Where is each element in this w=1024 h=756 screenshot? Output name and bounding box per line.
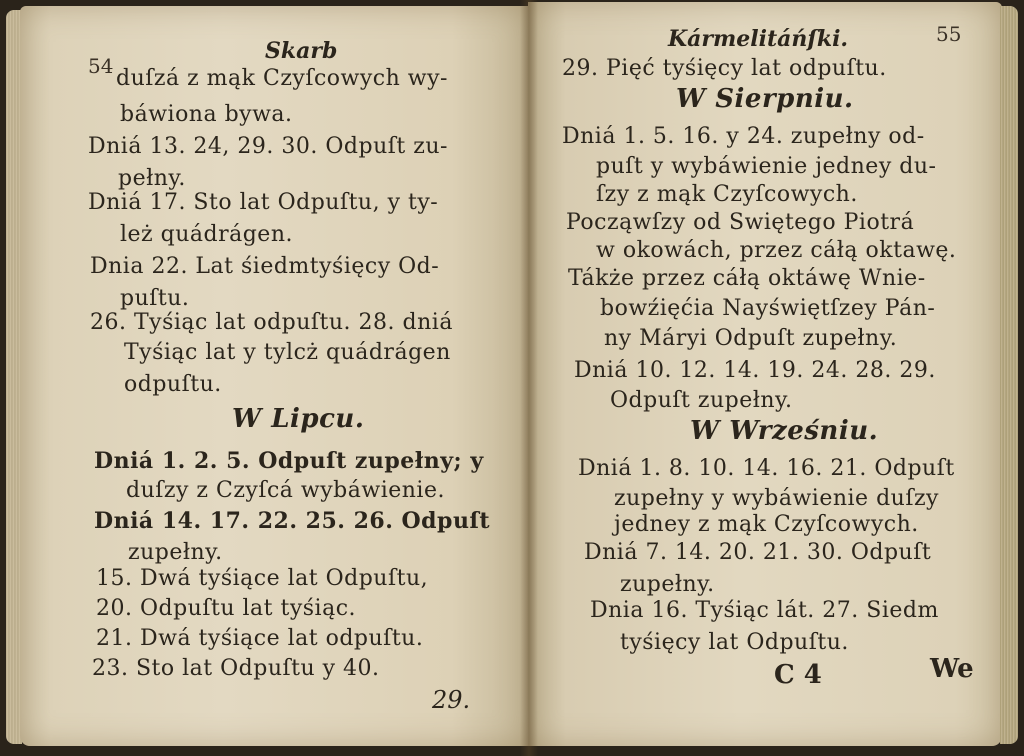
left-line-5: Dniá 17. Sto lat Odpuſtu, y ty- [88, 190, 439, 215]
left-line-14: Dniá 14. 17. 22. 25. 26. Odpuſt [94, 508, 491, 534]
left-line-8: puſtu. [120, 286, 190, 311]
right-line-14: jedney z mąk Czyſcowych. [614, 512, 919, 537]
left-line-12: Dniá 1. 2. 5. Odpuſt zupełny; y [94, 448, 484, 474]
left-line-1: duſzá z mąk Czyſcowych wy- [116, 66, 448, 91]
left-line-17: 20. Odpuſtu lat tyśiąc. [96, 596, 357, 621]
right-line-13: zupełny y wybáwienie duſzy [614, 486, 939, 511]
right-line-15: Dniá 7. 14. 20. 21. 30. Odpuſt [584, 540, 932, 565]
right-line-4: ſzy z mąk Czyſcowych. [596, 182, 858, 207]
left-running-header: Skarb [265, 38, 338, 64]
left-line-15: zupełny. [128, 540, 223, 565]
right-line-8: bowźięćia Nayświętſzey Pán- [600, 296, 936, 321]
right-line-6: w okowách, przez cáłą oktawę. [596, 238, 957, 263]
left-line-3: Dniá 13. 24, 29. 30. Odpuſt zu- [88, 134, 448, 159]
right-line-9: ny Máryi Odpuſt zupełny. [604, 326, 898, 351]
right-section-heading-september: W Wrześniu. [690, 416, 879, 446]
right-line-11: Odpuſt zupełny. [610, 388, 793, 413]
left-catchword: 29. [432, 686, 471, 714]
left-line-18: 21. Dwá tyśiące lat odpuſtu. [96, 626, 424, 651]
left-line-13: duſzy z Czyſcá wybáwienie. [126, 478, 445, 503]
left-line-16: 15. Dwá tyśiące lat Odpuſtu, [96, 566, 429, 591]
right-page-edges [1000, 6, 1018, 744]
left-line-10: Tyśiąc lat y tylcż quádrágen [124, 340, 451, 365]
right-line-16: zupełny. [620, 572, 715, 597]
left-line-6: leż quádrágen. [120, 222, 293, 247]
right-line-3: puſt y wybáwienie jedney du- [596, 154, 937, 179]
left-line-7: Dnia 22. Lat śiedmtyśięcy Od- [90, 254, 440, 279]
left-line-2: báwiona bywa. [120, 102, 293, 127]
left-line-9: 26. Tyśiąc lat odpuſtu. 28. dniá [90, 310, 453, 335]
right-running-header: Kármelitáńſki. [668, 26, 849, 52]
left-line-11: odpuſtu. [124, 372, 222, 397]
signature-mark: C 4 [774, 660, 822, 690]
left-page-number: 54 [88, 54, 114, 78]
left-line-4: pełny. [118, 166, 186, 191]
right-catchword: We [930, 654, 974, 684]
right-line-18: tyśięcy lat Odpuſtu. [620, 630, 849, 655]
book-gutter [520, 0, 538, 756]
right-line-17: Dnia 16. Tyśiąc lát. 27. Siedm [590, 598, 939, 623]
right-line-12: Dniá 1. 8. 10. 14. 16. 21. Odpuſt [578, 456, 955, 481]
left-section-heading: W Lipcu. [232, 404, 365, 434]
right-line-5: Począwſzy od Swiętego Piotrá [566, 210, 915, 235]
right-line-10: Dniá 10. 12. 14. 19. 24. 28. 29. [574, 358, 936, 383]
right-line-2: Dniá 1. 5. 16. y 24. zupełny od- [562, 124, 925, 149]
right-line-7: Tákże przez cáłą oktáwę Wnie- [568, 266, 926, 291]
right-section-heading-august: W Sierpniu. [676, 84, 854, 114]
left-line-19: 23. Sto lat Odpuſtu y 40. [92, 656, 380, 681]
right-line-1: 29. Pięć tyśięcy lat odpuſtu. [562, 56, 887, 81]
right-page-number: 55 [936, 22, 962, 46]
